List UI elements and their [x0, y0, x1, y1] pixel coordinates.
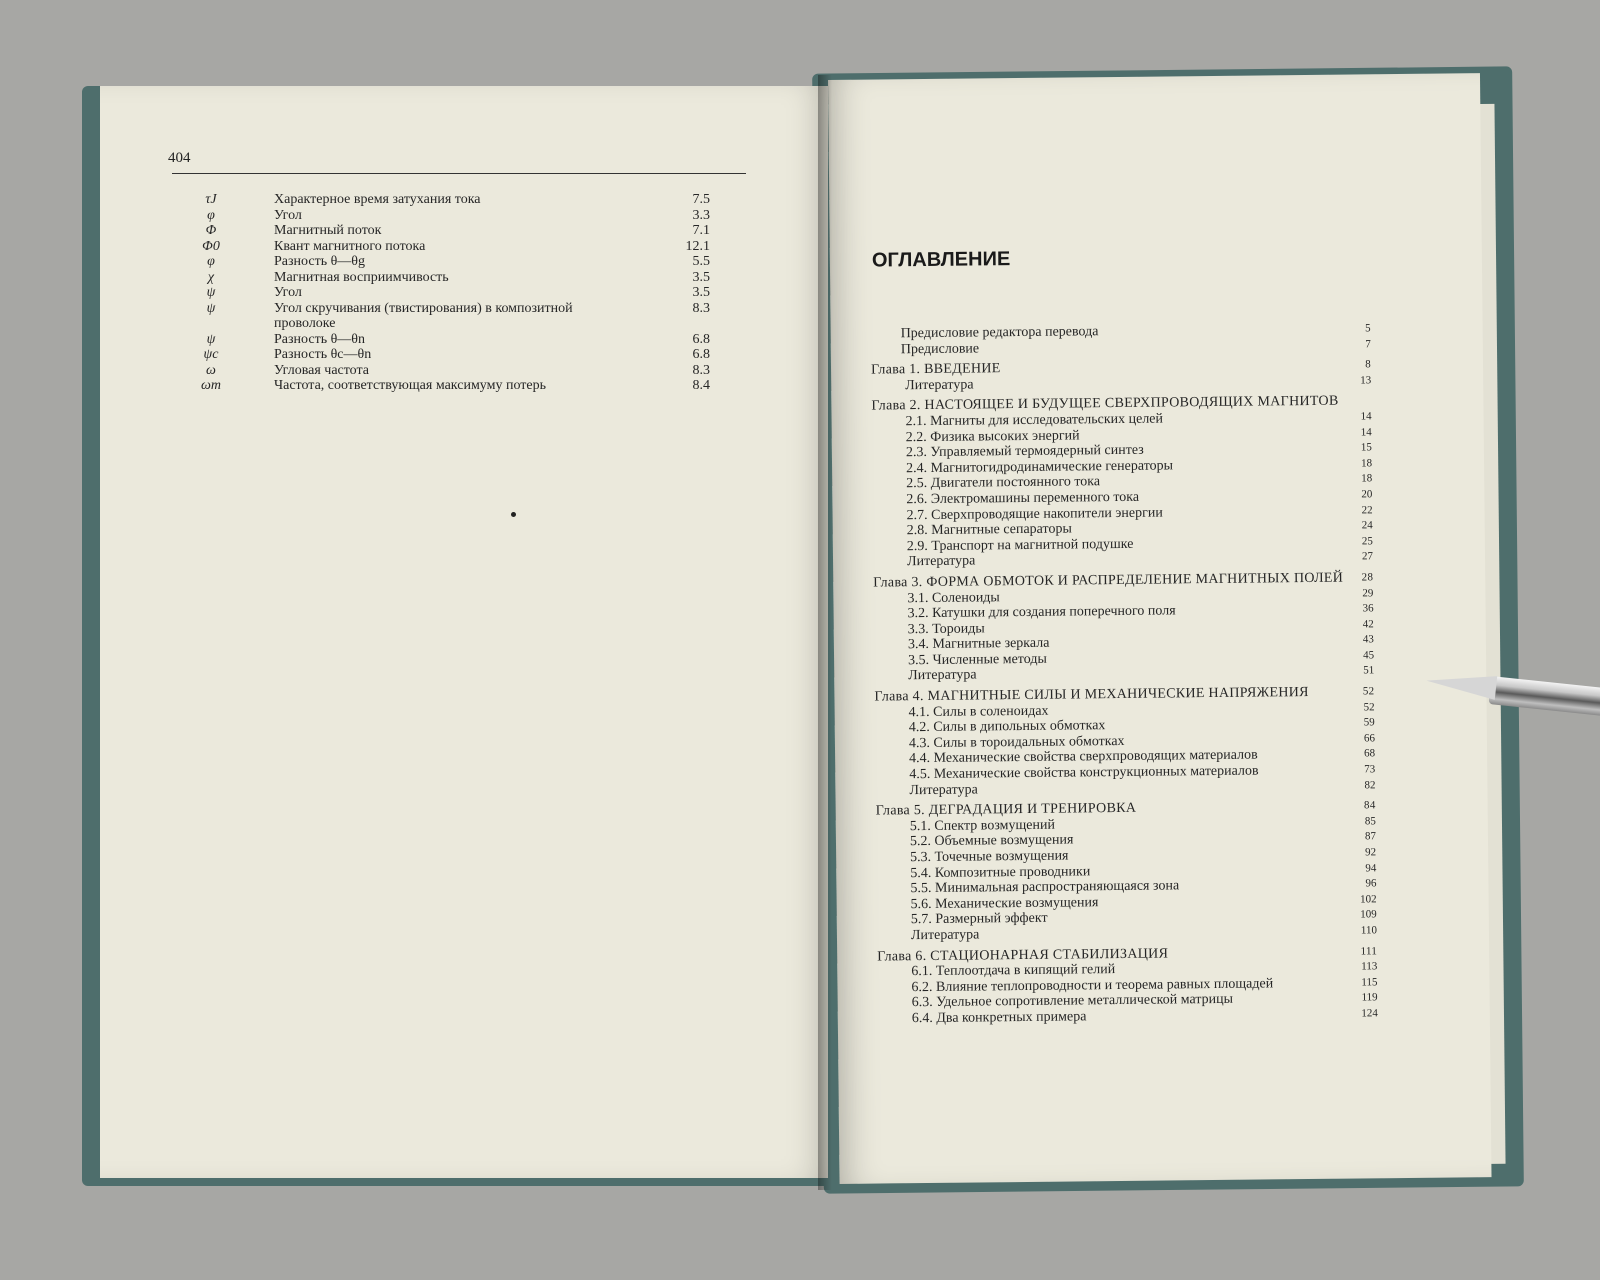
- toc-page-number: 29: [1362, 586, 1374, 599]
- section-ref: 3.5: [692, 285, 710, 300]
- toc-page-number: 36: [1362, 602, 1374, 615]
- symbol: ωm: [201, 378, 221, 393]
- toc-page-number: 68: [1364, 747, 1376, 760]
- toc-entry-label: 2.2. Физика высоких энергий: [905, 427, 1080, 445]
- toc-page-number: 7: [1365, 337, 1371, 350]
- symbol: ψ: [206, 285, 216, 300]
- toc-page-number: 5: [1365, 322, 1371, 335]
- book-spine: [818, 75, 832, 1190]
- toc-entry-label: 5.5. Минимальная распространяющаяся зона: [910, 878, 1180, 897]
- toc-entry-label: 6.2. Влияние теплопроводности и теорема равных площадей: [911, 976, 1274, 995]
- symbol: φ: [207, 254, 215, 269]
- toc-page-number: 66: [1363, 732, 1375, 745]
- symbol-description: Разность θc—θn: [274, 347, 372, 362]
- symbol-description: Угловая частота: [274, 362, 369, 378]
- toc-entry-label: Литература: [909, 782, 978, 798]
- toc-page-number: 84: [1363, 799, 1376, 812]
- toc-page-number: 110: [1360, 924, 1377, 937]
- section-ref: 8.3: [692, 300, 710, 316]
- section-ref: 5.5: [692, 254, 710, 269]
- toc-page-number: 85: [1364, 815, 1376, 828]
- toc-entry-label: 4.2. Силы в дипольных обмотках: [908, 718, 1106, 736]
- section-ref: 7.1: [692, 223, 710, 238]
- toc-entry-label: Глава 6. СТАЦИОНАРНАЯ СТАБИЛИЗАЦИЯ: [877, 946, 1169, 965]
- toc-entry-label: 6.1. Теплоотдача в кипящий гелий: [911, 962, 1116, 980]
- symbol-description: Разность θ—θg: [274, 254, 365, 269]
- toc-entry-label: 5.1. Спектр возмущений: [909, 817, 1056, 834]
- toc-entry-label: 4.3. Силы в тороидальных обмотках: [908, 733, 1125, 752]
- section-ref: 8.4: [692, 378, 710, 393]
- toc-page-number: 51: [1363, 664, 1375, 677]
- toc-page-number: 18: [1360, 457, 1373, 470]
- toc-entry-label: 5.2. Объемные возмущения: [909, 832, 1074, 850]
- toc-entry-label: 5.4. Композитные проводники: [910, 863, 1091, 881]
- toc-entry-label: Глава 1. ВВЕДЕНИЕ: [870, 361, 1001, 378]
- symbol-description: Частота, соответствующая максимуму потерь: [274, 378, 547, 393]
- toc-page-number: 113: [1361, 960, 1378, 973]
- symbol-description: Характерное время затухания тока: [274, 192, 481, 207]
- toc-page-number: 14: [1360, 425, 1372, 439]
- toc-page-number: 20: [1361, 488, 1373, 501]
- symbol-row: [190, 347, 710, 363]
- symbol-description: Квант магнитного потока: [274, 238, 426, 254]
- toc-page-number: 102: [1360, 893, 1377, 906]
- toc-entry-label: Литература: [905, 377, 974, 393]
- toc-entry-label: 2.9. Транспорт на магнитной подушке: [906, 536, 1134, 554]
- symbol-row: [190, 254, 710, 270]
- toc-entry-label: 4.1. Силы в соленоидах: [908, 703, 1049, 720]
- symbol-description: Разность θ—θn: [274, 331, 365, 347]
- toc-entry-label: 3.2. Катушки для создания поперечного поля: [907, 603, 1176, 622]
- symbol-row: [190, 285, 710, 301]
- toc-page-number: 73: [1364, 763, 1376, 776]
- toc-page-number: 111: [1360, 944, 1378, 958]
- toc-page-number: 18: [1361, 472, 1373, 485]
- toc-entry-label: Глава 4. МАГНИТНЫЕ СИЛЫ И МЕХАНИЧЕСКИЕ НАПРЯЖЕНИЯ: [874, 685, 1309, 705]
- toc-entry-label: 4.5. Механические свойства конструкционных материалов: [909, 763, 1259, 783]
- toc-page-number: 92: [1365, 846, 1377, 859]
- toc-page-number: 94: [1365, 861, 1377, 875]
- section-ref: 3.5: [692, 269, 710, 285]
- ink-dot: [511, 512, 516, 517]
- toc-page-number: 43: [1362, 633, 1374, 646]
- symbol-row: [190, 208, 710, 224]
- toc-entry-label: 6.4. Два конкретных примера: [911, 1009, 1087, 1027]
- toc-entry-label: 3.3. Тороиды: [907, 621, 985, 637]
- symbol: ψ: [206, 300, 216, 316]
- symbol-row: [190, 301, 710, 332]
- toc-page-number: 14: [1360, 410, 1372, 423]
- toc-list: [851, 321, 1378, 1027]
- section-ref: 6.8: [692, 347, 710, 362]
- toc-page-number: 22: [1361, 503, 1373, 516]
- toc-entry-label: 2.4. Магнитогидродинамические генераторы: [905, 458, 1174, 476]
- symbol: φ: [207, 207, 215, 223]
- symbol-row: [190, 378, 710, 394]
- toc-entry-label: 2.6. Электромашины переменного тока: [906, 489, 1140, 508]
- table-of-contents: [850, 244, 1378, 1027]
- symbol-description: Магнитная восприимчивость: [274, 269, 449, 285]
- symbol: τJ: [205, 192, 217, 207]
- toc-page-number: 82: [1364, 778, 1376, 792]
- section-ref: 6.8: [692, 331, 710, 347]
- header-rule: [172, 173, 746, 174]
- toc-entry-label: Глава 3. ФОРМА ОБМОТОК И РАСПРЕДЕЛЕНИЕ МАГНИТНЫХ ПОЛЕЙ: [873, 570, 1344, 591]
- toc-entry-label: Глава 2. НАСТОЯЩЕЕ И БУДУЩЕЕ СВЕРХПРОВОДЯЩИХ МАГНИТОВ: [871, 394, 1339, 414]
- toc-page-number: 96: [1365, 877, 1377, 890]
- toc-entry-label: 5.7. Размерный эффект: [910, 911, 1048, 928]
- toc-page-number: 52: [1363, 700, 1375, 714]
- section-ref: 3.3: [692, 207, 710, 223]
- toc-entry-label: 4.4. Механические свойства сверхпроводящих материалов: [909, 747, 1258, 767]
- symbol-row: [190, 192, 710, 208]
- toc-page-number: 25: [1361, 535, 1373, 548]
- toc-entry-label: Предисловие: [900, 341, 980, 357]
- toc-page-number: 87: [1364, 830, 1377, 843]
- toc-page-number: 15: [1360, 441, 1372, 454]
- toc-entry-label: Литература: [908, 667, 977, 684]
- symbol-row: [190, 332, 710, 348]
- symbol-description: Угол: [274, 285, 302, 300]
- toc-page-number: 13: [1360, 374, 1372, 387]
- symbol-row: [190, 363, 710, 379]
- symbol-description: Магнитный поток: [274, 223, 382, 238]
- symbol: ω: [206, 362, 216, 378]
- symbol-row: [190, 270, 710, 286]
- section-ref: 12.1: [685, 238, 710, 254]
- toc-page-number: 52: [1362, 685, 1375, 698]
- toc-title: ОГЛАВЛЕНИЕ: [871, 248, 1011, 272]
- toc-entry-label: 2.3. Управляемый термоядерный синтез: [905, 442, 1144, 461]
- toc-entry-label: 5.6. Механические возмущения: [910, 894, 1099, 912]
- right-page: [828, 73, 1492, 1184]
- toc-page-number: 119: [1361, 991, 1378, 1004]
- toc-page-number: 59: [1363, 716, 1375, 729]
- toc-entry-label: Глава 5. ДЕГРАДАЦИЯ И ТРЕНИРОВКА: [875, 801, 1137, 819]
- toc-page-number: 45: [1362, 649, 1375, 662]
- toc-page-number: 124: [1361, 1007, 1378, 1020]
- toc-entry-label: 2.8. Магнитные сепараторы: [906, 521, 1072, 539]
- symbol-row: [190, 223, 710, 239]
- page-number: 404: [168, 150, 191, 166]
- symbol: Φ0: [202, 238, 220, 254]
- toc-entry-label: Предисловие редактора перевода: [900, 324, 1099, 342]
- toc-entry-label: 2.1. Магниты для исследовательских целей: [905, 411, 1164, 430]
- symbol-table: [190, 192, 710, 394]
- toc-entry-label: 2.7. Сверхпроводящие накопители энергии: [906, 505, 1163, 523]
- symbol: Φ: [205, 223, 217, 238]
- symbol-row: [190, 239, 710, 255]
- section-ref: 7.5: [692, 192, 710, 207]
- toc-page-number: 42: [1362, 618, 1374, 631]
- symbol: ψ: [206, 331, 216, 347]
- toc-page-number: 115: [1361, 976, 1378, 989]
- toc-entry-label: 3.4. Магнитные зеркала: [907, 635, 1050, 653]
- toc-entry-label: 3.5. Численные методы: [908, 651, 1047, 669]
- toc-entry-label: 2.5. Двигатели постоянного тока: [906, 474, 1101, 492]
- toc-page-number: 28: [1361, 571, 1374, 584]
- toc-page-number: 8: [1365, 358, 1372, 371]
- toc-entry-label: 3.1. Соленоиды: [907, 589, 1000, 606]
- toc-page-number: 24: [1361, 519, 1373, 532]
- symbol: χ: [207, 269, 215, 285]
- symbol-description: Угол: [274, 207, 302, 223]
- symbol: ψc: [203, 347, 219, 362]
- toc-entry-label: 6.3. Удельное сопротивление металлической матрицы: [911, 992, 1234, 1011]
- symbol-description: Угол скручивания (твистирования) в композитной проволоке: [274, 300, 573, 331]
- toc-page-number: 27: [1361, 550, 1374, 563]
- toc-entry-label: Литература: [906, 553, 976, 570]
- toc-page-number: 109: [1360, 908, 1377, 921]
- toc-entry-label: 5.3. Точечные возмущения: [910, 848, 1069, 866]
- toc-entry-label: Литература: [910, 927, 980, 944]
- section-ref: 8.3: [692, 362, 710, 378]
